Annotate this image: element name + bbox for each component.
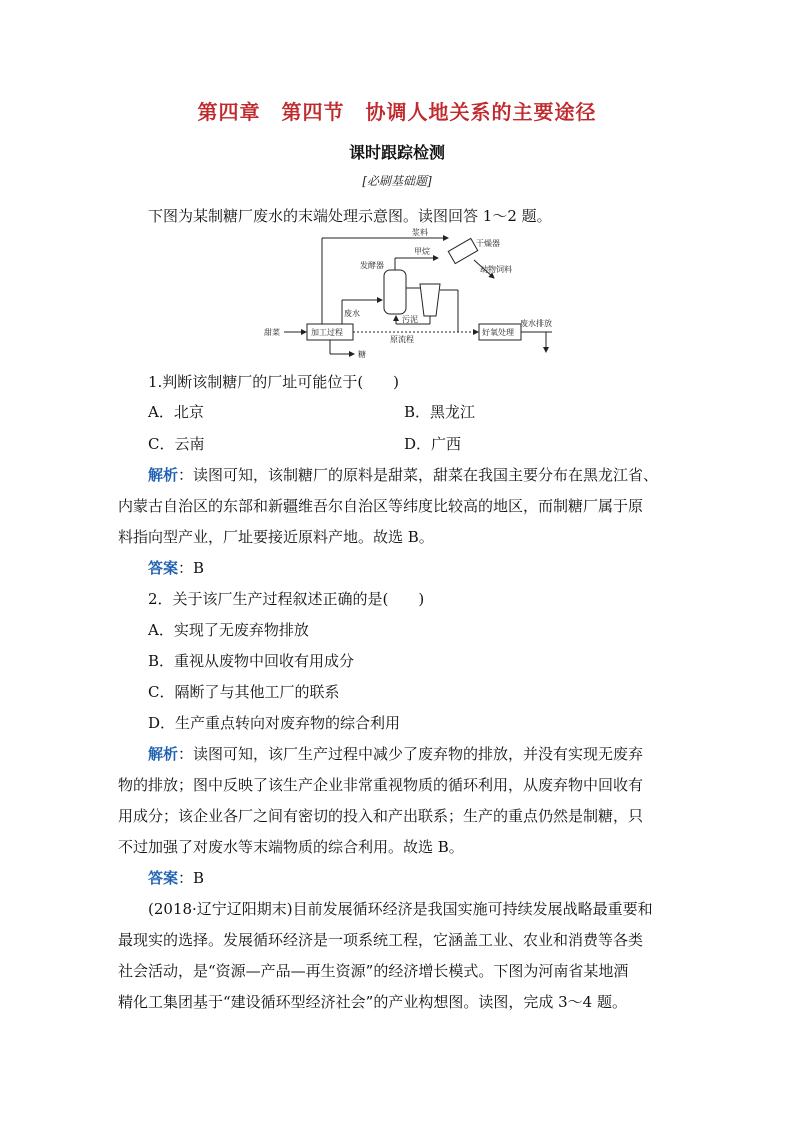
passage-line-3: 社会活动，是“资源—产品—再生资源”的经济增长模式。下图为河南省某地酒 xyxy=(118,962,629,980)
q2-stem: 2．关于该厂生产过程叙述正确的是( ) xyxy=(148,590,425,608)
q2-analysis-line-3: 用成分；该企业各厂之间有密切的投入和产出联系；生产的重点仍然是制糖，只 xyxy=(118,807,644,825)
q2-analysis-line-1: 解析：读图可知，该厂生产过程中减少了废弃物的排放，并没有实现无废弃 xyxy=(148,745,644,763)
page-subtitle: 课时跟踪检测 xyxy=(348,143,445,162)
sugar-factory-diagram xyxy=(262,228,562,358)
q2-answer-label: 答案 xyxy=(148,869,179,887)
passage-line-1: (2018·辽宁辽阳期末)目前发展循环经济是我国实施可持续发展战略最重要和 xyxy=(148,900,653,918)
page-title: 第四章 第四节 协调人地关系的主要途径 xyxy=(197,100,597,124)
q2-option-a[interactable]: A．实现了无废弃物排放 xyxy=(148,621,309,639)
q2-option-b[interactable]: B．重视从废物中回收有用成分 xyxy=(148,652,355,670)
q1-option-d[interactable]: D．广西 xyxy=(404,435,462,453)
label-sugar: 糖 xyxy=(358,350,366,358)
q1-stem: 1.判断该制糖厂的厂址可能位于( ) xyxy=(148,373,400,391)
q1-option-a[interactable]: A．北京 xyxy=(148,403,204,421)
label-dryer: 干燥器 xyxy=(476,239,500,248)
q1-analysis-label: 解析 xyxy=(148,466,179,484)
q1-analysis-line-1: 解析：读图可知，该制糖厂的原料是甜菜，甜菜在我国主要分布在黑龙江省、 xyxy=(148,466,659,484)
q2-analysis-line-2: 物的排放；图中反映了该生产企业非常重视物质的循环利用，从废弃物中回收有 xyxy=(118,776,644,794)
q2-analysis-line-4: 不过加强了对废水等末端物质的综合利用。故选 B。 xyxy=(118,838,464,856)
label-beet: 甜菜 xyxy=(264,328,280,337)
section-tag: [必刷基础题] xyxy=(362,174,432,188)
q1-answer-label: 答案 xyxy=(148,559,179,577)
q1-option-c[interactable]: C．云南 xyxy=(148,435,205,453)
label-aerobic: 好氧处理 xyxy=(482,328,514,337)
q1-analysis-line-3: 料指向型产业，厂址要接近原料产地。故选 B。 xyxy=(118,528,434,546)
label-original: 原流程 xyxy=(390,335,414,344)
clarifier xyxy=(420,284,440,316)
dryer xyxy=(448,238,478,263)
q1-option-b[interactable]: B．黑龙江 xyxy=(404,403,476,421)
passage-line-4: 精化工集团基于“建设循环型经济社会”的产业构想图。读图，完成 3～4 题。 xyxy=(118,993,627,1011)
label-sludge: 污泥 xyxy=(402,315,418,324)
passage-line-2: 最现实的选择。发展循环经济是一项系统工程，它涵盖工业、农业和消费等各类 xyxy=(118,931,644,949)
label-wastewater: 废水 xyxy=(344,309,360,318)
q2-option-c[interactable]: C．隔断了与其他工厂的联系 xyxy=(148,683,340,701)
label-slurry: 浆料 xyxy=(412,228,428,237)
q2-analysis-label: 解析 xyxy=(148,745,179,763)
q2-answer: 答案：B xyxy=(148,869,205,887)
label-fermenter: 发酵器 xyxy=(360,261,384,270)
label-discharge: 废水排放 xyxy=(520,319,552,328)
q1-answer: 答案：B xyxy=(148,559,205,577)
label-methane: 甲烷 xyxy=(414,247,430,256)
label-feed: 动物饲料 xyxy=(480,265,512,274)
label-process: 加工过程 xyxy=(311,328,343,337)
q1-analysis-line-2: 内蒙古自治区的东部和新疆维吾尔自治区等纬度比较高的地区，而制糖厂属于原 xyxy=(118,497,644,515)
q2-option-d[interactable]: D．生产重点转向对废弃物的综合利用 xyxy=(148,714,401,732)
intro-text: 下图为某制糖厂废水的末端处理示意图。读图回答 1～2 题。 xyxy=(148,207,552,225)
fermenter xyxy=(384,270,406,314)
